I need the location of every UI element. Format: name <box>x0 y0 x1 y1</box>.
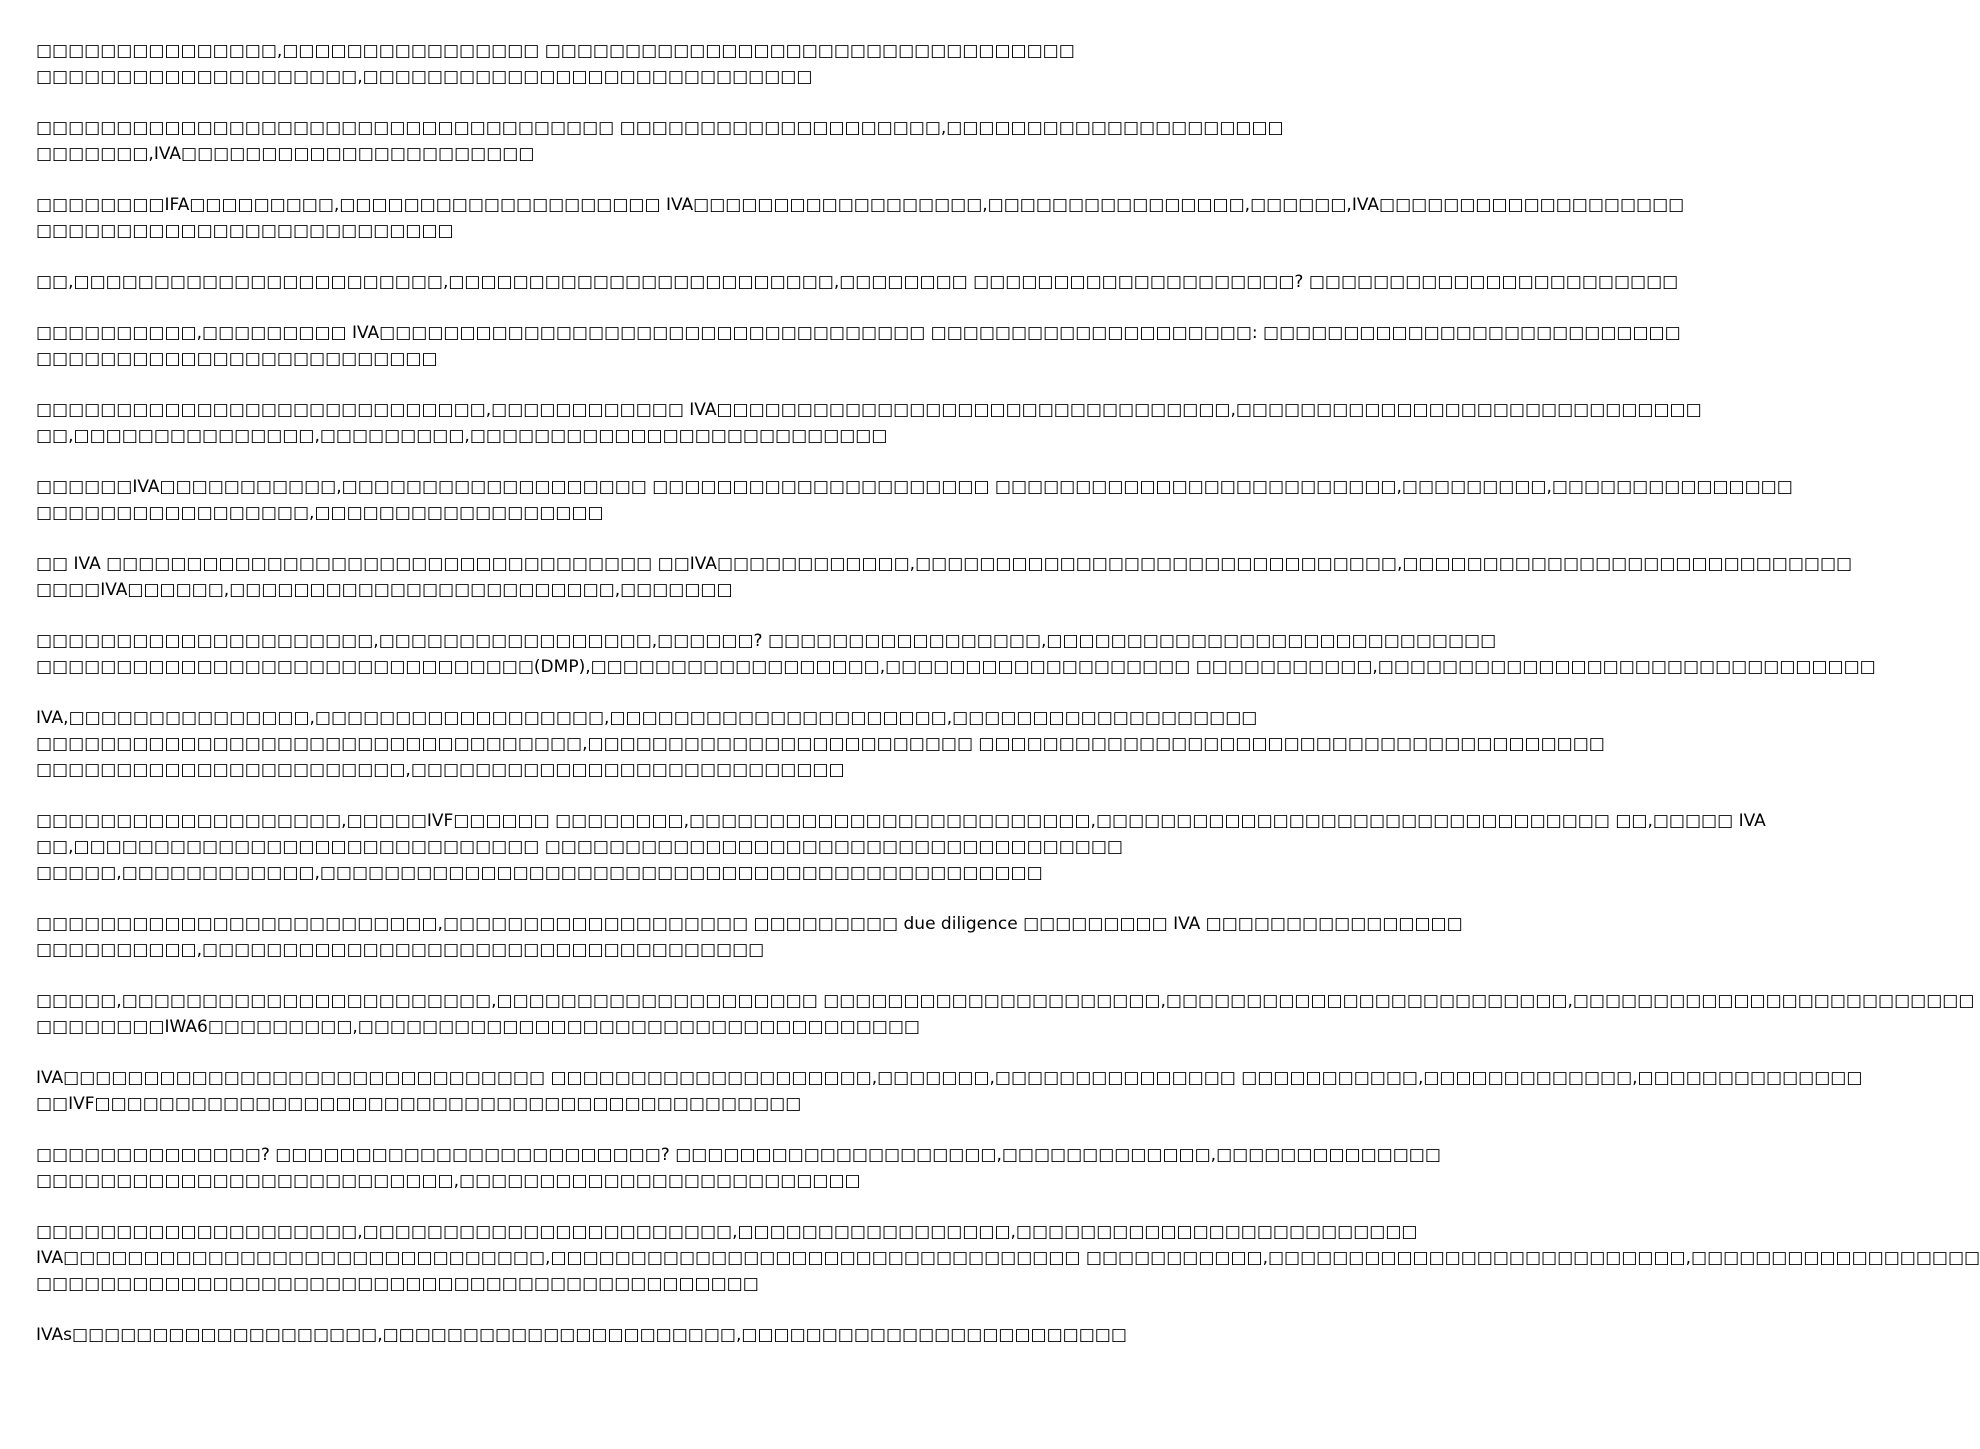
paragraph-14 <box>36 1065 1863 1117</box>
paragraph-line: □□□□□□□□□□□□□□□□□,□□□□□□□□□□□□□□□□□□ <box>36 503 604 523</box>
paragraph-16 <box>36 1219 1980 1297</box>
paragraph-12 <box>36 911 1463 963</box>
paragraph-line: □□,□□□□□□□□□□□□□□□,□□□□□□□□□,□□□□□□□□□□□□□□□□□□□□□□□□□□ <box>36 426 888 446</box>
paragraph-line: □□□□□□□□□□□□□□□□□□□□□□□□□□□□□□□□□□□□ □□□□□□□□□□□□□□□□□□□□,□□□□□□□□□□□□□□□□□□□□□ <box>36 118 1284 138</box>
paragraph-13 <box>36 988 1975 1040</box>
paragraph-line: □□□□□□□□□□□□□□□□□□□□,□□□□□□□□□□□□□□□□□□□□□□□,□□□□□□□□□□□□□□□□□,□□□□□□□□□□□□□□□□□□□□□□□□□ <box>36 1222 1418 1242</box>
paragraph-line: □□□□□□□□□□□□□□□□□□□,□□□□□IVF□□□□□□ □□□□□□□□,□□□□□□□□□□□□□□□□□□□□□□□□□,□□□□□□□□□□□□□□□□□□□□□□□□□□□□□□□□ □□,□□□□□ IVA <box>36 811 1766 831</box>
paragraph-4 <box>36 269 1679 295</box>
paragraph-17 <box>36 1322 1127 1348</box>
paragraph-line: □□□□□□IVA□□□□□□□□□□□,□□□□□□□□□□□□□□□□□□□ □□□□□□□□□□□□□□□□□□□□□ □□□□□□□□□□□□□□□□□□□□□□□□□,□□□□□□□□□,□□□□□□□□□□□□□□□ <box>36 477 1793 497</box>
paragraph-line: IVA,□□□□□□□□□□□□□□□,□□□□□□□□□□□□□□□□□□,□□□□□□□□□□□□□□□□□□□□□,□□□□□□□□□□□□□□□□□□□ <box>36 708 1258 728</box>
paragraph-3 <box>36 192 1685 244</box>
paragraph-9 <box>36 628 1876 680</box>
paragraph-line: □□□□□□□□□□□□□□□□□□□□□□□□□□□□□□□(DMP),□□□□□□□□□□□□□□□□□□,□□□□□□□□□□□□□□□□□□□ □□□□□□□□□□□,□□□□□□□□□□□□□□□□□□□□□□□□□□□□□□□ <box>36 657 1876 677</box>
paragraph-line: □□□□□□□□IFA□□□□□□□□□,□□□□□□□□□□□□□□□□□□□□ IVA□□□□□□□□□□□□□□□□□□,□□□□□□□□□□□□□□□□,□□□□□□,IVA□□□□□□□□□□□□□□□□□□□ <box>36 195 1685 215</box>
paragraph-line: □□□□□□□□□□□□□□□□□□□□□□□□□□ <box>36 221 454 241</box>
paragraph-line: □□□□□□□□□□□□□□□□□□□□□□□,□□□□□□□□□□□□□□□□□□□□□□□□□□□ <box>36 760 845 780</box>
paragraph-line: □□□□□□□□□□□□□□? □□□□□□□□□□□□□□□□□□□□□□□□? □□□□□□□□□□□□□□□□□□□□,□□□□□□□□□□□□□,□□□□□□□□□□□□□□ <box>36 1145 1441 1165</box>
paragraph-line: □□□□□□□□□□,□□□□□□□□□ IVA□□□□□□□□□□□□□□□□□□□□□□□□□□□□□□□□□□ □□□□□□□□□□□□□□□□□□□□: □□□□□□□□□□□□□□□□□□□□□□□□□□ <box>36 323 1681 343</box>
paragraph-10 <box>36 705 1605 783</box>
paragraph-line: □□□□□□□□□□□□□□□□□□□□□□□□□□□□,□□□□□□□□□□□□ IVA□□□□□□□□□□□□□□□□□□□□□□□□□□□□□□□□,□□□□□□□□□□□□□□□□□□□□□□□□□□□□□ <box>36 400 1702 420</box>
paragraph-line: □□□□□□□□□□□□□□□□□□□□□,□□□□□□□□□□□□□□□□□,□□□□□□? □□□□□□□□□□□□□□□□□,□□□□□□□□□□□□□□□□□□□□□□□□□□□□ <box>36 631 1497 651</box>
paragraph-line: IVA□□□□□□□□□□□□□□□□□□□□□□□□□□□□□□,□□□□□□□□□□□□□□□□□□□□□□□□□□□□□□□□□ □□□□□□□□□□□,□□□□□□□□□□□□□□□□□□□□□□□□□□,□□□□□□□□□□□□□□□□□□ <box>36 1248 1980 1268</box>
paragraph-1 <box>36 38 1075 90</box>
paragraph-15 <box>36 1142 1441 1194</box>
paragraph-line: □□□□□□□□□□□□□□□□□□□□□□□□□ <box>36 349 438 369</box>
paragraph-2 <box>36 115 1284 167</box>
paragraph-8 <box>36 551 1853 603</box>
paragraph-line: □□□□□□□□□□□□□□□□□□□□□□□□□□□□□□□□□□□□□□□□□□□□□ <box>36 1274 759 1294</box>
paragraph-line: □□□□□□□□□□□□□□□□□□□□□□□□□,□□□□□□□□□□□□□□□□□□□ □□□□□□□□□ due diligence □□□□□□□□□ IVA □□□□□□□□□□□□□□□□ <box>36 914 1463 934</box>
paragraph-line: □□,□□□□□□□□□□□□□□□□□□□□□□□□□□□□□ □□□□□□□□□□□□□□□□□□□□□□□□□□□□□□□□□□□□ <box>36 837 1123 857</box>
paragraph-line: □□□□□□□□□□□□□□□□□□□□□□□□□□□□□□□□□□,□□□□□□□□□□□□□□□□□□□□□□□□ □□□□□□□□□□□□□□□□□□□□□□□□□□□□□□□□□□□□□□□ <box>36 734 1605 754</box>
paragraph-line: □□□□□,□□□□□□□□□□□□□□□□□□□□□□□,□□□□□□□□□□□□□□□□□□□□ □□□□□□□□□□□□□□□□□□□□□,□□□□□□□□□□□□□□□□□□□□□□□□□,□□□□□□□□□□□□□□□□□□□□□□□□□ <box>36 991 1975 1011</box>
paragraph-line: □□□□□□□□□□,□□□□□□□□□□□□□□□□□□□□□□□□□□□□□□□□□□□ <box>36 940 765 960</box>
paragraph-line: □□□□□□□□□□□□□□□□□□□□□□□□□□,□□□□□□□□□□□□□□□□□□□□□□□□□ <box>36 1171 861 1191</box>
paragraph-line: □□,□□□□□□□□□□□□□□□□□□□□□□□,□□□□□□□□□□□□□□□□□□□□□□□□,□□□□□□□□ □□□□□□□□□□□□□□□□□□□□? □□□□□□□□□□□□□□□□□□□□□□□ <box>36 272 1679 292</box>
paragraph-6 <box>36 397 1702 449</box>
paragraph-line: □□ IVA □□□□□□□□□□□□□□□□□□□□□□□□□□□□□□□□□□ □□IVA□□□□□□□□□□□□,□□□□□□□□□□□□□□□□□□□□□□□□□□□□□□,□□□□□□□□□□□□□□□□□□□□□□□□□□□□ <box>36 554 1853 574</box>
paragraph-line: IVAs□□□□□□□□□□□□□□□□□□□,□□□□□□□□□□□□□□□□□□□□□□,□□□□□□□□□□□□□□□□□□□□□□□□ <box>36 1325 1127 1345</box>
paragraph-line: □□□□□□□,IVA□□□□□□□□□□□□□□□□□□□□□□ <box>36 144 535 164</box>
paragraph-line: □□□□□□□□□□□□□□□□□□□□,□□□□□□□□□□□□□□□□□□□□□□□□□□□□ <box>36 67 813 87</box>
paragraph-11 <box>36 808 1766 886</box>
paragraph-5 <box>36 320 1681 372</box>
paragraph-line: IVA□□□□□□□□□□□□□□□□□□□□□□□□□□□□□□ □□□□□□□□□□□□□□□□□□□□,□□□□□□□,□□□□□□□□□□□□□□□ □□□□□□□□□□□,□□□□□□□□□□□□□,□□□□□□□□□□□□□□ <box>36 1068 1863 1088</box>
paragraph-line: □□□□□□□□IWA6□□□□□□□□□,□□□□□□□□□□□□□□□□□□□□□□□□□□□□□□□□□□□ <box>36 1017 920 1037</box>
paragraph-line: □□□□□,□□□□□□□□□□□□,□□□□□□□□□□□□□□□□□□□□□□□□□□□□□□□□□□□□□□□□□□□□□ <box>36 863 1043 883</box>
paragraph-line: □□□□IVA□□□□□□,□□□□□□□□□□□□□□□□□□□□□□□□,□□□□□□□ <box>36 580 733 600</box>
paragraph-7 <box>36 474 1793 526</box>
paragraph-line: □□IVF□□□□□□□□□□□□□□□□□□□□□□□□□□□□□□□□□□□□□□□□□□□□ <box>36 1094 802 1114</box>
paragraph-line: □□□□□□□□□□□□□□□,□□□□□□□□□□□□□□□□ □□□□□□□□□□□□□□□□□□□□□□□□□□□□□□□□□ <box>36 41 1075 61</box>
